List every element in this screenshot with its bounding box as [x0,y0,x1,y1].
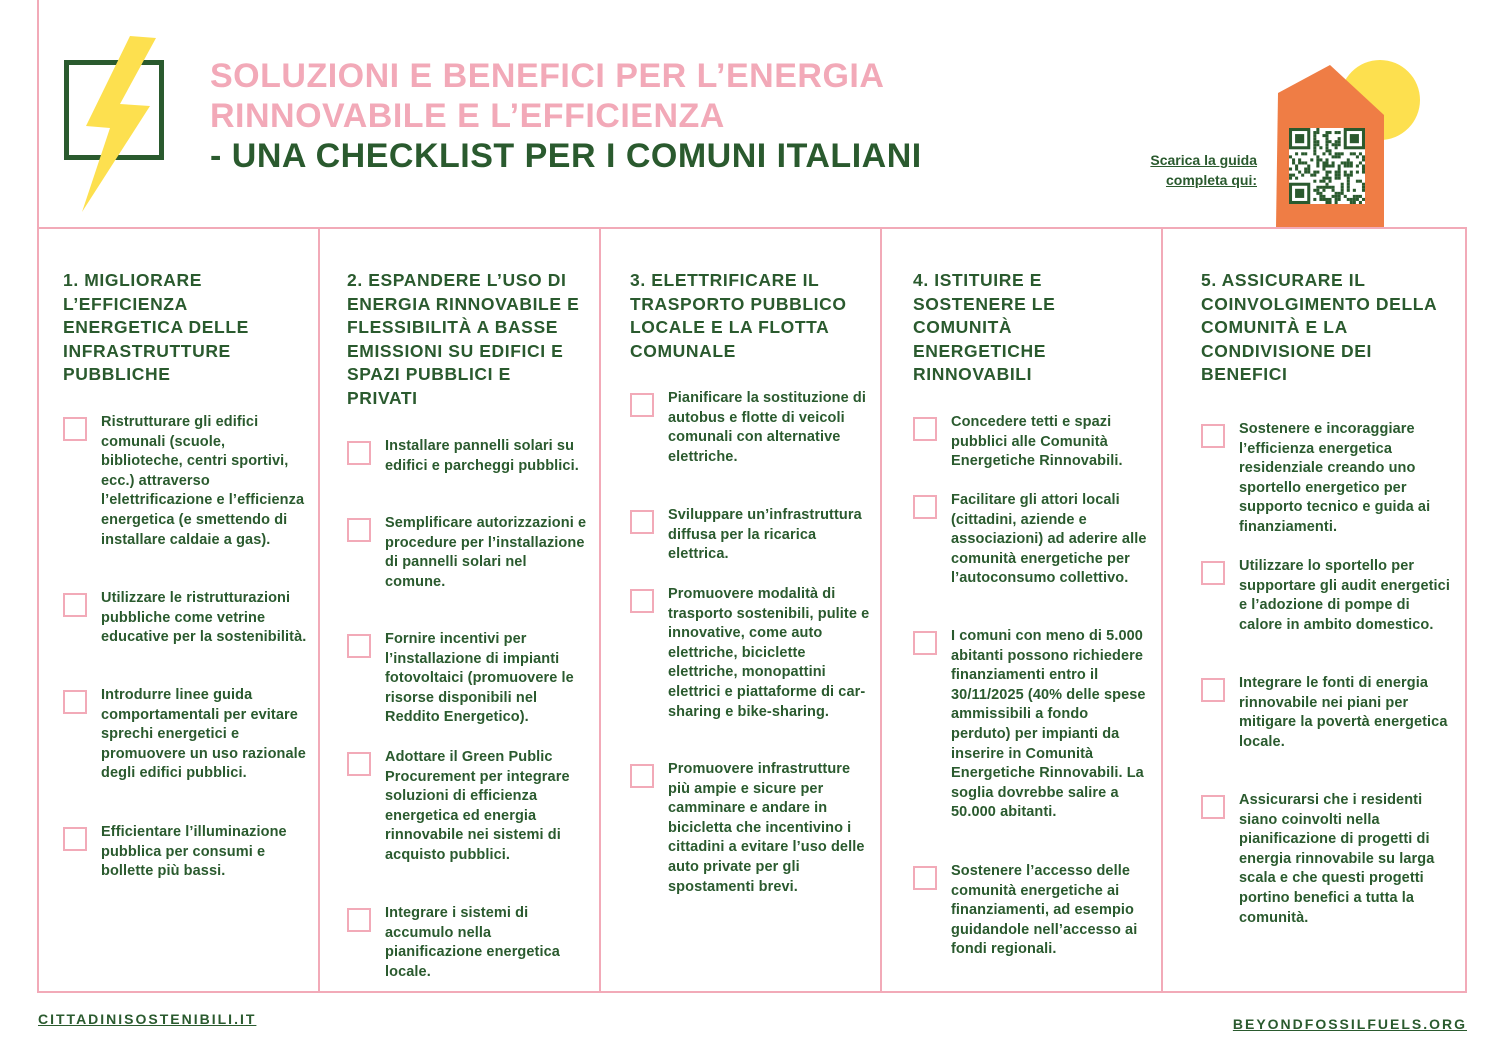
checklist-item [347,630,589,728]
column-title: 2. ESPANDERE L’USO DI ENERGIA RINNOVABILE E FLESSIBILITÀ A BASSE EMISSIONI SU EDIFICI E SPAZI PUBBLICI E PRIVATI [347,270,580,408]
checklist-item [913,627,1151,823]
checklist-item-text: Fornire incentivi per l’installazione di impianti fotovoltaici (promuovere le risorse disponibili nel Reddito Energetico). [385,631,574,726]
checklist-item-text: Adottare il Green Public Procurement per integrare soluzioni di efficienza energetica ed energia rinnovabile nei sistemi di acquisto pubblici. [385,749,570,863]
checkbox[interactable] [630,764,654,788]
checklist-item [913,413,1151,472]
checklist-column-4 [882,229,1163,991]
checklist-item [63,413,308,550]
checklist-item [1201,674,1457,752]
checklist-item [347,437,589,476]
checklist-item-text: Integrare i sistemi di accumulo nella pianificazione energetica locale. [385,905,560,980]
checklist-item-text: Sostenere l’accesso delle comunità energetiche ai finanziamenti, ad esempio guidandole nell’accesso ai fondi regionali. [951,863,1138,958]
frame-left-border [37,0,39,228]
checklist-item-text: I comuni con meno di 5.000 abitanti possono richiedere finanziamenti entro il 30/11/2025 (40% delle spese ammissibili a fondo perduto) per impianti da inserire in Comunità Energetiche Rinnovabili. La soglia dovrebbe salire a 50.000 abitanti. [951,628,1146,821]
checklist-item-text: Assicurarsi che i residenti siano coinvolti nella pianificazione di progetti di energia rinnovabile su larga scala e che questi progetti portino benefici a tutta la comunità. [1239,792,1435,926]
checkbox[interactable] [347,752,371,776]
checkbox[interactable] [1201,424,1225,448]
checklist-item-text: Facilitare gli attori locali (cittadini, aziende e associazioni) ad aderire alle comunità energetiche per l’autoconsumo collettivo. [951,492,1147,587]
column-title: 1. MIGLIORARE L’EFFICIENZA ENERGETICA DELLE INFRASTRUTTURE PUBBLICHE [63,270,249,384]
checklist-item [63,589,308,648]
checkbox[interactable] [347,441,371,465]
download-line-2: completa qui: [1165,172,1257,188]
checklist-item-text: Sviluppare un’infrastruttura diffusa per la ricarica elettrica. [668,507,862,563]
checklist-item-text: Utilizzare lo sportello per supportare gli audit energetici e l’adozione di pompe di calore in ambito domestico. [1239,558,1450,633]
checklist-grid [37,227,1467,993]
footer-link-cittadini[interactable]: CITTADINISOSTENIBILI.IT [38,1011,257,1027]
checkbox[interactable] [63,417,87,441]
checklist-item-text: Efficientare l’illuminazione pubblica per consumi e bollette più bassi. [101,824,287,880]
checkbox[interactable] [1201,795,1225,819]
checklist-item [1201,791,1457,928]
checklist-item [1201,557,1457,635]
checklist-item-text: Utilizzare le ristrutturazioni pubbliche come vetrine educative per la sostenibilità. [101,590,307,646]
checklist-item-text: Ristrutturare gli edifici comunali (scuole, biblioteche, centri sportivi, ecc.) attraverso l’elettrificazione e l’efficienza energetica (e smettendo di installare caldaie a gas). [101,414,305,548]
checklist-item [630,585,870,722]
checkbox[interactable] [63,690,87,714]
checklist-item-text: Promuovere infrastrutture più ampie e sicure per camminare e andare in bicicletta che incentivino i cittadini a evitare l’uso delle auto private per gli spostamenti brevi. [668,761,865,895]
checkbox[interactable] [630,393,654,417]
checklist-item [1201,420,1457,538]
checklist-item [63,686,308,784]
checkbox[interactable] [630,510,654,534]
checklist-item [630,506,870,565]
title-line-1: SOLUZIONI E BENEFICI PER L’ENERGIA [210,57,885,95]
checkbox[interactable] [63,827,87,851]
checklist-column-1 [39,229,320,991]
checkbox[interactable] [913,631,937,655]
checkbox[interactable] [347,634,371,658]
checkbox[interactable] [1201,678,1225,702]
checklist-item-text: Installare pannelli solari su edifici e parcheggi pubblici. [385,438,579,474]
column-title: 3. ELETTRIFICARE IL TRASPORTO PUBBLICO LOCALE E LA FLOTTA COMUNALE [630,270,847,361]
download-line-1: Scarica la guida [1150,152,1257,168]
checklist-item-text: Promuovere modalità di trasporto sostenibili, pulite e innovative, come auto elettriche, biciclette elettriche, monopattini elettrici e piattaforme di car-sharing e bike-sharing. [668,586,870,720]
checklist-item-text: Semplificare autorizzazioni e procedure per l’installazione di pannelli solari nel comune. [385,515,587,590]
checklist-item-text: Introdurre linee guida comportamentali per evitare sprechi energetici e promuovere un uso razionale degli edifici pubblici. [101,687,306,782]
checkbox[interactable] [913,495,937,519]
checklist-item [347,748,589,866]
qr-code[interactable] [1289,128,1365,204]
checkbox[interactable] [63,593,87,617]
title-line-3: - UNA CHECKLIST PER I COMUNI ITALIANI [210,137,922,175]
checkbox[interactable] [1201,561,1225,585]
lightning-bolt-icon [80,36,160,214]
title-line-2: RINNOVABILE E L’EFFICIENZA [210,97,725,135]
checklist-item-text: Concedere tetti e spazi pubblici alle Comunità Energetiche Rinnovabili. [951,414,1123,470]
checklist-item [913,862,1151,960]
column-title: 4. ISTITUIRE E SOSTENERE LE COMUNITÀ ENERGETICHE RINNOVABILI [913,270,1056,384]
checklist-column-2 [320,229,601,991]
checklist-item-text: Integrare le fonti di energia rinnovabile nei piani per mitigare la povertà energetica locale. [1239,675,1448,750]
checklist-item [347,904,589,982]
checklist-item [913,491,1151,589]
checklist-item [63,823,308,882]
checklist-item [347,514,589,592]
checkbox[interactable] [913,417,937,441]
footer-link-beyondfossilfuels[interactable]: BEYONDFOSSILFUELS.ORG [1232,1016,1467,1032]
checkbox[interactable] [630,589,654,613]
checklist-item-text: Sostenere e incoraggiare l’efficienza energetica residenziale creando uno sportello energetico per supporto tecnico e guida ai finanziamenti. [1239,421,1431,535]
column-title: 5. ASSICURARE IL COINVOLGIMENTO DELLA COMUNITÀ E LA CONDIVISIONE DEI BENEFICI [1201,270,1437,384]
checklist-item [630,389,870,467]
checklist-item [630,760,870,897]
checklist-column-5 [1163,229,1469,991]
checklist-item-text: Pianificare la sostituzione di autobus e flotte di veicoli comunali con alternative elettriche. [668,390,866,465]
download-guide-link[interactable] [1117,150,1257,190]
page-title [210,56,922,176]
checkbox[interactable] [913,866,937,890]
checkbox[interactable] [347,908,371,932]
checklist-column-3 [601,229,882,991]
checkbox[interactable] [347,518,371,542]
